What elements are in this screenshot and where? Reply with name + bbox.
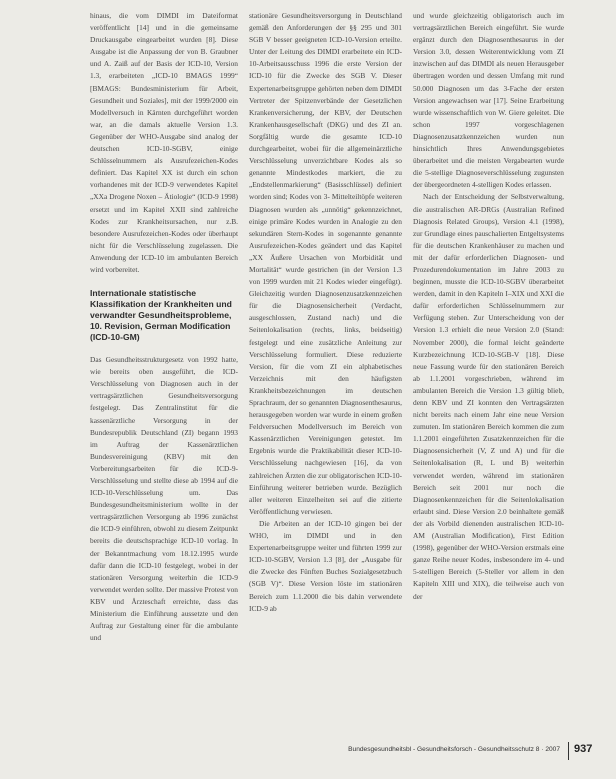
page-number: 937 bbox=[574, 743, 593, 755]
text-column-2 bbox=[249, 10, 402, 615]
page-footer bbox=[0, 742, 616, 762]
section-heading: Internationale statistische Klassifikation der Krankheiten und verwandter Gesundheitsprobleme, 10. Revision, German Modification (ICD-10-GM) bbox=[90, 288, 232, 343]
paragraph: Das Gesundheitsstrukturgesetz von 1992 hatte, wie bereits oben ausgeführt, die ICD-Verschlüsselung von Diagnosen auch in der vertragsärztlichen Gesundheitsversorgung festgelegt. Das Zentralinstitut für die kassenärztliche Versorgung in der Bundesrepublik Deutschland (ZI) begann 1993 im Auftrag der Kassenärztlichen Bundesvereinigung (KBV) mit den Vorbereitungsarbeiten für die ICD-9-Verschlüsselung und stellte diese ab 1994 auf die ICD-10-Verschlüsselung um. Das Bundesgesundheitsministerium wollte in der vertragsärztlichen Versorgung ab 1996 zunächst die ICD-9 einführen, obwohl zu diesem Zeitpunkt bereits die deutschsprachige ICD-10 vorlag. In der Bekanntmachung vom 18.12.1995 wurde dafür dann die ICD-10 festgelegt, wobei in der stationären Versorgung weiterhin die ICD-9 verwendet werden sollte. Der massive Protest von KBV und Ärzteschaft erreichte, dass das Ministerium die Einführung aussetzte und den Auftrag zur Gestaltung einer für die ambulante und bbox=[90, 355, 238, 643]
text-column-1 bbox=[90, 10, 238, 644]
journal-citation: Bundesgesundheitsbl - Gesundheitsforsch - Gesundheitsschutz 8 · 2007 bbox=[348, 746, 560, 753]
paragraph: stationäre Gesundheitsversorgung in Deutschland gemäß den Anforderungen der §§ 295 und 301 SGB V besser geeigneten ICD-10-Version erteilte. Unter der Leitung des DIMDI erarbeitete ein ICD-10-Arbeitsausschuss 1996 die erste Version der ICD-10 für die Zwecke des SGB V. Dieser Expertenarbeitsgruppe gehörten neben dem DIMDI Vertreter der Spitzenverbände der Gesetzlichen Krankenversicherung, der KBV, der Deutschen Krankenhausgesellschaft (DKG) und des ZI an. Sorgfältig wurde die gesamte ICD-10 durchgearbeitet, wobei für die allgemeinärztliche Verschlüsselung unverzichtbare Kodes als so genannte Mindestkodes markiert, die zu „Endstellenmarkierung“ (Basisschlüssel) definiert worden sind; Kodes von 3- Mittelteiltöpfe weiteren Diagnosen wurden als „unnötig“ gekennzeichnet, einige primäre Kodes wurden in Analogie zu den sekundären Stern-Kodes in sogenannte genannte Ausrufezeichen-Kodes geändert und das Kapitel „XX Äußere Ursachen von Morbidität und Mortalität“ wurde gestrichen (in der Version 1.3 von 1999 wurden mit 21 Kodes wieder eingefügt). Gleichzeitig wurden Diagnosenzusatzkennzeichen für die Diagnosensicherheit (Verdacht, ausgeschlossen, Zustand nach) und die Seitenlokalisation (rechts, links, beidseitig) festgelegt und eine zusätzliche Anleitung zur Verschlüsselung formuliert. Diese reduzierte Version, für die vom ZI ein alphabetisches Verzeichnis mit den häufigsten Krankheitsbezeichnungen im deutschen Sprachraum, der so genannten Diagnosenthesaurus, herausgegeben worden war wurde in einem großen Feldversuchen Modellversuch im Bereich von Kassenärztlichen Vereinigungen getestet. Im Ergebnis wurde die Praktikabilität dieser ICD-10-Verschlüsselung nachgewiesen [16], da von zahlreichen Ärzten die zur obligatorischen ICD-10-Einführung weiterer betrieben wurde. Bezüglich aller weiteren Einzelheiten sei auf die zitierte Veröffentlichung verwiesen. bbox=[249, 11, 402, 516]
footer-divider bbox=[568, 742, 569, 760]
paragraph: hinaus, die vom DIMDI im Dateiformat veröffentlicht [14] und in die gemeinsame Druckausgabe eingearbeitet wurden [8]. Diese Ausgabe ist die Anpassung der von B. Graubner und A. Zaiß auf der Basis der ICD-10, Version 1.3, erarbeiteten „ICD-10 BMAGS 1999“ [BMAGS: Bundesministerium für Arbeit, Gesundheit und Soziales], mit der 1999/2000 ein Modellversuch in Kärnten durchgeführt worden war, an die damals aktuelle Version 1.3. Gegenüber der WHO-Ausgabe sind analog der deutschen ICD-10-SGBV, einige Schlüsselnummern als Ausrufezeichen-Kodes definiert. Das Kapitel XX ist durch ein schon vorhandenes mit der ICD-9 verwendetes Kapitel „XXa Drogene Noxen – Ätiologie“ (ICD-9 1998) ersetzt und im Kapitel XXII sind zahlreiche Kodes zur Krankheitsursachen, nur z.B. besondere Ausrufezeichen-Kodes oder überhaupt nicht für die Verschlüsselung zugelassen. Die Anwendung der ICD-10 im ambulanten Bereich wird vorbereitet. bbox=[90, 11, 238, 274]
paragraph: Die Arbeiten an der ICD-10 gingen bei der WHO, im DIMDI und in den Expertenarbeitsgruppe weiter und führten 1999 zur ICD-10-SGBV, Version 1.3 [8], der „Ausgabe für die Zwecke des Fünften Buches Sozialgesetzbuch (SGB V)“. Diese Version löste im stationären Bereich zum 1.1.2000 die bis dahin verwendete ICD-9 ab bbox=[249, 518, 402, 613]
paragraph: und wurde gleichzeitig obligatorisch auch im vertragsärztlichen Bereich eingeführt. Sie wurde ergänzt durch den Diagnosenthesaurus in der Version 3.0, dessen Weiterentwicklung vom ZI inzwischen auf das DIMDI als neuen Herausgeber übertragen worden und dessen Umfang mit rund 50.000 Diagnosen um das 3-Fache der ersten Version angewachsen war [17]. Seine Erarbeitung wurde wissenschaftlich von W. Giere geleitet. Die schon 1997 vorgeschlagenen Diagnosenzusatzkennzeichen wurden nun hinsichtlich Ihres Anwendungsgebietes überarbeitet und die meisten Vergabearten wurde die 5-stellige Diagnoseverschlüsselung zugunsten der übergeordneten 4-stelligen Kodes erlassen. bbox=[413, 11, 564, 190]
paragraph: Nach der Entscheidung der Selbstverwaltung, die australischen AR-DRGs (Australian Refined Diagnosis Related Groups), Version 4.1 (1998), zur Grundlage eines pauschalierten Entgeltsystems für die deutschen Krankenhäuser zu machen und mit der dafür erforderlichen Diagnosen- und Prozedurendokumentation im Jahre 2003 zu beginnen, musste die ICD-10-SGBV überarbeitet werden, damit in den Kapiteln I–XIX und XXI die dafür erforderlichen Schlüsselnummern zur Verfügung stehen. Zur Unterscheidung von der Version 1.3 erhielt die neue Version 2.0 (Stand: November 2000), die formal leicht geänderte Kurzbezeichnung ICD-10-SGB-V [18]. Diese neue Fassung wurde für den stationären Bereich ab 1.1.2001 vorgeschrieben, während im ambulanten Bereich die Version 1.3 gültig blieb, denn KBV und ZI konnten den Vertragsärzten nicht bereits nach einem Jahr eine neue Version zumuten. Im stationären Bereich kommen die zum 1.1.2001 eingeführten Zusatzkennzeichen für die Diagnosensicherheit (V, Z und A) und für die Seitenlokalisation (R, L und B) weiterhin verwendet werden, während im stationären Bereich seit 2001 nur noch die Diagnosenkennzeichen für die Seitenlokalisation erlaubt sind. Diese Version 2.0 beinhaltete gemäß der als Vorbild dienenden australischen ICD-10-AM (Australian Modification), First Edition (1998), gegenüber der WHO-Version erstmals eine ganze Reihe neuer Kodes, insbesondere im 4- und 5-stelligen Bereich (5-Steller vor allem in den Kapiteln XIII und XIX), die teilweise auch von der bbox=[413, 192, 564, 601]
text-column-3 bbox=[413, 10, 564, 603]
